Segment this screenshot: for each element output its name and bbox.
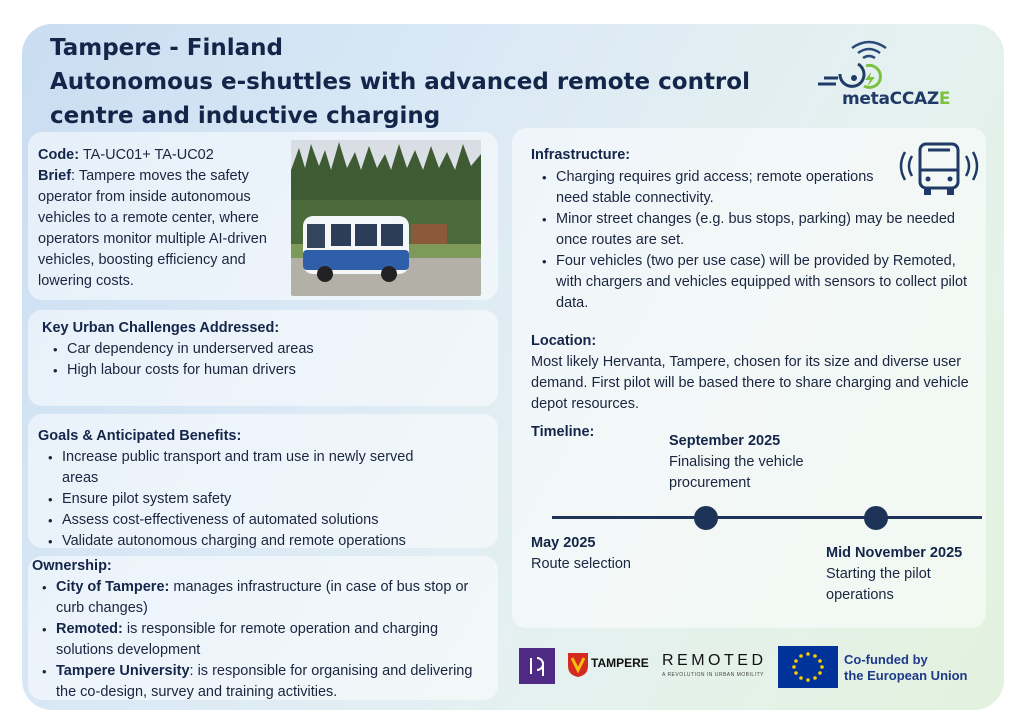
list-item: • Validate autonomous charging and remote operations	[48, 531, 448, 552]
timeline-event-may: May 2025 Route selection	[531, 535, 631, 572]
timeline-dot-november	[864, 506, 888, 530]
list-item: • Tampere University: is responsible for organising and delivering the co-design, survey and training activities.	[42, 661, 492, 703]
infrastructure-heading: Infrastructure:	[531, 147, 631, 163]
title-line-2: Autonomous e-shuttles with advanced remote control	[50, 69, 750, 95]
remoted-tagline: A REVOLUTION IN URBAN MOBILITY	[662, 672, 764, 678]
eu-cofunded-text: Co-funded by the European Union	[844, 652, 968, 683]
list-item: • Ensure pilot system safety	[48, 489, 448, 510]
tampere-wordmark: TAMPERE	[591, 656, 649, 670]
owner-name: Tampere University	[56, 663, 190, 679]
location-heading: Location:	[531, 333, 597, 349]
title-line-1: Tampere - Finland	[50, 35, 283, 61]
timeline-line	[552, 516, 982, 519]
challenges-list	[53, 339, 473, 381]
location-text: Most likely Hervanta, Tampere, chosen for its size and diverse user demand. First pilot will be based there to share charging and vehicle depot resources.	[531, 354, 969, 412]
list-item: • High labour costs for human drivers	[53, 360, 473, 381]
goals-list	[48, 447, 448, 552]
ownership-heading: Ownership:	[32, 558, 112, 574]
list-item: • Increase public transport and tram use in newly served areas	[48, 447, 448, 489]
infrastructure-list	[542, 167, 978, 314]
metaccaze-logo	[814, 34, 984, 114]
list-item: • Four vehicles (two per use case) will be provided by Remoted, with chargers and vehicles equipped with sensors to collect pilot data.	[542, 251, 978, 314]
challenges-heading: Key Urban Challenges Addressed:	[42, 320, 280, 336]
logo-wordmark: metaCCAZE	[842, 89, 951, 109]
list-item: • Charging requires grid access; remote operations need stable connectivity.	[542, 167, 896, 209]
list-item: • Remoted: is responsible for remote operation and charging solutions development	[42, 619, 492, 661]
list-item: • City of Tampere: manages infrastructure (in case of bus stop or curb changes)	[42, 577, 492, 619]
plug-wifi-icon	[814, 34, 984, 94]
shuttle-photo	[291, 140, 481, 296]
tampere-university-logo	[519, 648, 555, 684]
list-item: • Assess cost-effectiveness of automated solutions	[48, 510, 448, 531]
title-line-3: centre and inductive charging	[50, 103, 441, 129]
code-value: TA-UC01+ TA-UC02	[79, 147, 214, 163]
brief-label: Brief	[38, 168, 72, 184]
owner-name: City of Tampere:	[56, 579, 170, 595]
page-title	[50, 31, 770, 133]
partner-logos	[512, 636, 987, 698]
owner-name: Remoted:	[56, 621, 123, 637]
tampere-crest-icon	[567, 652, 589, 678]
timeline-heading: Timeline:	[531, 424, 595, 440]
list-item: • Car dependency in underserved areas	[53, 339, 473, 360]
ownership-list	[42, 577, 492, 703]
code-brief-text	[38, 145, 284, 292]
timeline-event-september: September 2025 Finalising the vehicle procurement	[669, 433, 804, 491]
code-label: Code:	[38, 147, 80, 163]
timeline-dot-september	[694, 506, 718, 530]
eu-flag-icon	[778, 646, 838, 688]
timeline-event-november: Mid November 2025 Starting the pilot operations	[826, 545, 963, 603]
list-item: • Minor street changes (e.g. bus stops, parking) may be needed once routes are set.	[542, 209, 978, 251]
goals-heading: Goals & Anticipated Benefits:	[38, 428, 242, 444]
remoted-wordmark: REMOTED	[662, 652, 767, 669]
brief-text: : Tampere moves the safety operator from inside autonomous vehicles to a remote center, where operators monitor multiple AI-driven vehicles, boosting efficiency and lowering costs.	[38, 168, 267, 289]
